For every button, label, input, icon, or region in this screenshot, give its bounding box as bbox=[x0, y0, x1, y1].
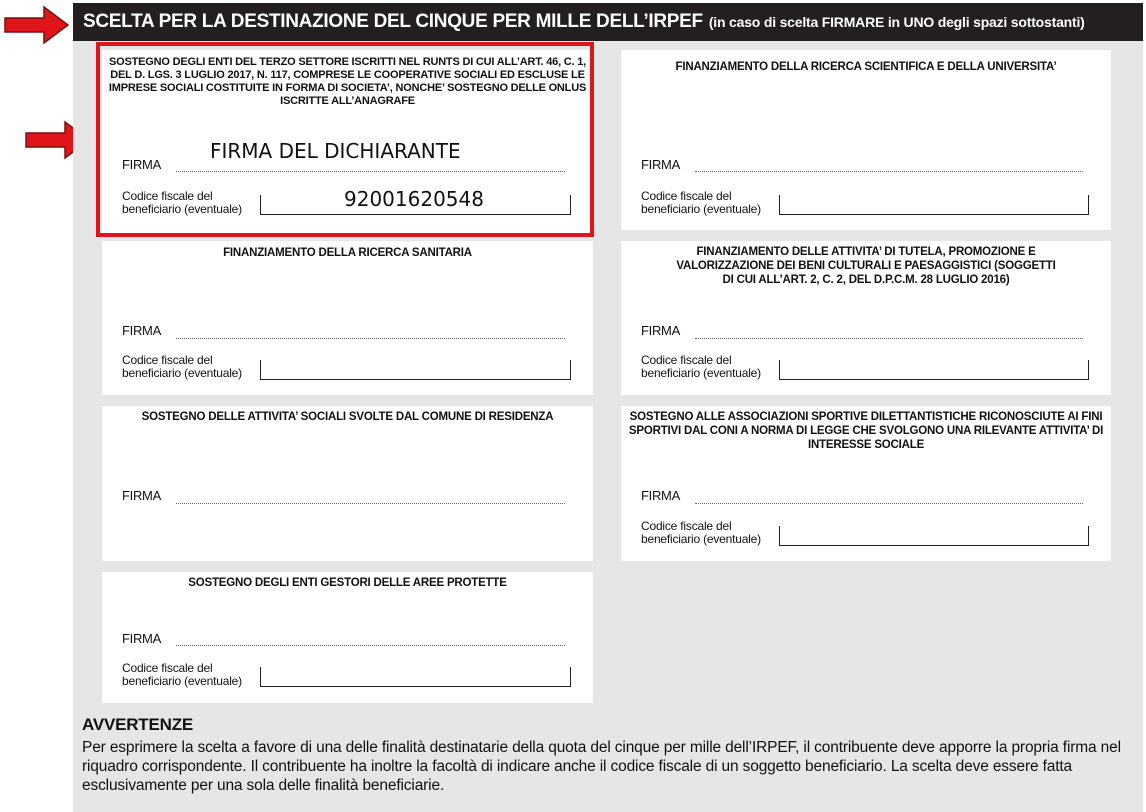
firma-field[interactable] bbox=[695, 503, 1083, 504]
box-title: FINANZIAMENTO DELLA RICERCA SCIENTIFICA E DELLA UNIVERSITA’ bbox=[675, 61, 1057, 73]
cf-label-line1: Codice fiscale del bbox=[641, 353, 732, 367]
cf-field[interactable] bbox=[779, 360, 1089, 380]
cf-field[interactable] bbox=[260, 360, 571, 380]
choice-box-ricerca-sanitaria bbox=[102, 241, 593, 395]
avvertenze-text: Per esprimere la scelta a favore di una delle finalità destinatarie della quota del cinque per mille dell’IRPEF, il contribuente deve apporre la propria firma nel riquadro corrispondente. Il contribuente ha inoltre la facoltà di indicare anche il codice fiscale di un soggetto beneficiario. La scelta deve essere fatta esclusivamente per una sola delle finalità beneficiarie. bbox=[82, 739, 1121, 794]
choice-box-beni-culturali bbox=[621, 241, 1111, 395]
choice-box-aree-protette bbox=[102, 572, 593, 703]
cf-label bbox=[641, 520, 761, 546]
firma-label: FIRMA bbox=[122, 323, 161, 338]
firma-label: FIRMA bbox=[641, 157, 680, 172]
firma-field[interactable] bbox=[176, 503, 565, 504]
cf-field[interactable] bbox=[260, 667, 571, 687]
firma-value: FIRMA DEL DICHIARANTE bbox=[210, 139, 461, 163]
box-title: FINANZIAMENTO DELLA RICERCA SANITARIA bbox=[223, 247, 472, 259]
cf-label bbox=[641, 354, 761, 380]
firma-field[interactable] bbox=[695, 338, 1083, 339]
section-subtitle: (in caso di scelta FIRMARE in UNO degli spazi sottostanti) bbox=[708, 14, 1085, 30]
firma-label: FIRMA bbox=[122, 488, 161, 503]
firma-field[interactable] bbox=[176, 645, 565, 646]
firma-field[interactable] bbox=[176, 338, 565, 339]
cf-label-line1: Codice fiscale del bbox=[122, 189, 213, 203]
section-title: SCELTA PER LA DESTINAZIONE DEL CINQUE PER MILLE DELL’IRPEF bbox=[83, 11, 703, 32]
cf-label-line2: beneficiario (eventuale) bbox=[122, 202, 242, 216]
firma-label: FIRMA bbox=[122, 157, 161, 172]
cf-label bbox=[122, 662, 242, 688]
box-title: SOSTEGNO DEGLI ENTI GESTORI DELLE AREE PROTETTE bbox=[188, 577, 507, 589]
cf-label-line1: Codice fiscale del bbox=[122, 661, 213, 675]
cf-label bbox=[122, 354, 242, 380]
firma-field[interactable] bbox=[695, 171, 1083, 172]
firma-label: FIRMA bbox=[122, 631, 161, 646]
choice-box-comune-residenza bbox=[102, 406, 593, 561]
selected-choice-highlight bbox=[96, 42, 594, 237]
cf-field[interactable] bbox=[779, 195, 1089, 215]
firma-label: FIRMA bbox=[641, 323, 680, 338]
cf-label-line1: Codice fiscale del bbox=[641, 189, 732, 203]
cf-label-line2: beneficiario (eventuale) bbox=[122, 366, 242, 380]
firma-label: FIRMA bbox=[641, 488, 680, 503]
choice-box-ricerca-scientifica bbox=[621, 50, 1111, 230]
arrow-right-icon bbox=[4, 5, 70, 45]
cf-value: 92001620548 bbox=[344, 187, 484, 211]
cf-label-line2: beneficiario (eventuale) bbox=[122, 674, 242, 688]
cf-field[interactable] bbox=[779, 526, 1089, 546]
section-header bbox=[73, 3, 1143, 41]
choice-box-associazioni-sportive bbox=[621, 406, 1111, 561]
cf-label-line2: beneficiario (eventuale) bbox=[641, 366, 761, 380]
cf-label bbox=[641, 190, 761, 216]
box-title: FINANZIAMENTO DELLE ATTIVITA’ DI TUTELA, PROMOZIONE E VALORIZZAZIONE DEI BENI CULTURALI E PAESAGGISTICI (SOGGETTI DI CUI ALL’ART. 2, C. 2, DEL D.P.C.M. 28 LUGLIO 2016) bbox=[676, 246, 1056, 286]
box-title: SOSTEGNO DELLE ATTIVITA’ SOCIALI SVOLTE DAL COMUNE DI RESIDENZA bbox=[141, 411, 554, 423]
cf-label-line2: beneficiario (eventuale) bbox=[641, 202, 761, 216]
avvertenze-title: AVVERTENZE bbox=[82, 715, 194, 734]
cf-label-line1: Codice fiscale del bbox=[641, 519, 732, 533]
cf-label-line1: Codice fiscale del bbox=[122, 353, 213, 367]
box-title: SOSTEGNO DEGLI ENTI DEL TERZO SETTORE ISCRITTI NEL RUNTS DI CUI ALL’ART. 46, C. 1, DEL D. LGS. 3 LUGLIO 2017, N. 117, COMPRESE LE COOPERATIVE SOCIALI ED ESCLUSE LE IMPRESE SOCIALI COSTITUITE IN FORMA DI SOCIETA’, NONCHE’ SOSTEGNO DELLE ONLUS ISCRITTE ALL’ANAGRAFE bbox=[108, 56, 587, 107]
cf-label-line2: beneficiario (eventuale) bbox=[641, 532, 761, 546]
box-title: SOSTEGNO ALLE ASSOCIAZIONI SPORTIVE DILETTANTISTICHE RICONOSCIUTE AI FINI SPORTIVI DAL CONI A NORMA DI LEGGE CHE SVOLGONO UNA RILEVANTE ATTIVITA’ DI INTERESSE SOCIALE bbox=[628, 411, 1104, 451]
